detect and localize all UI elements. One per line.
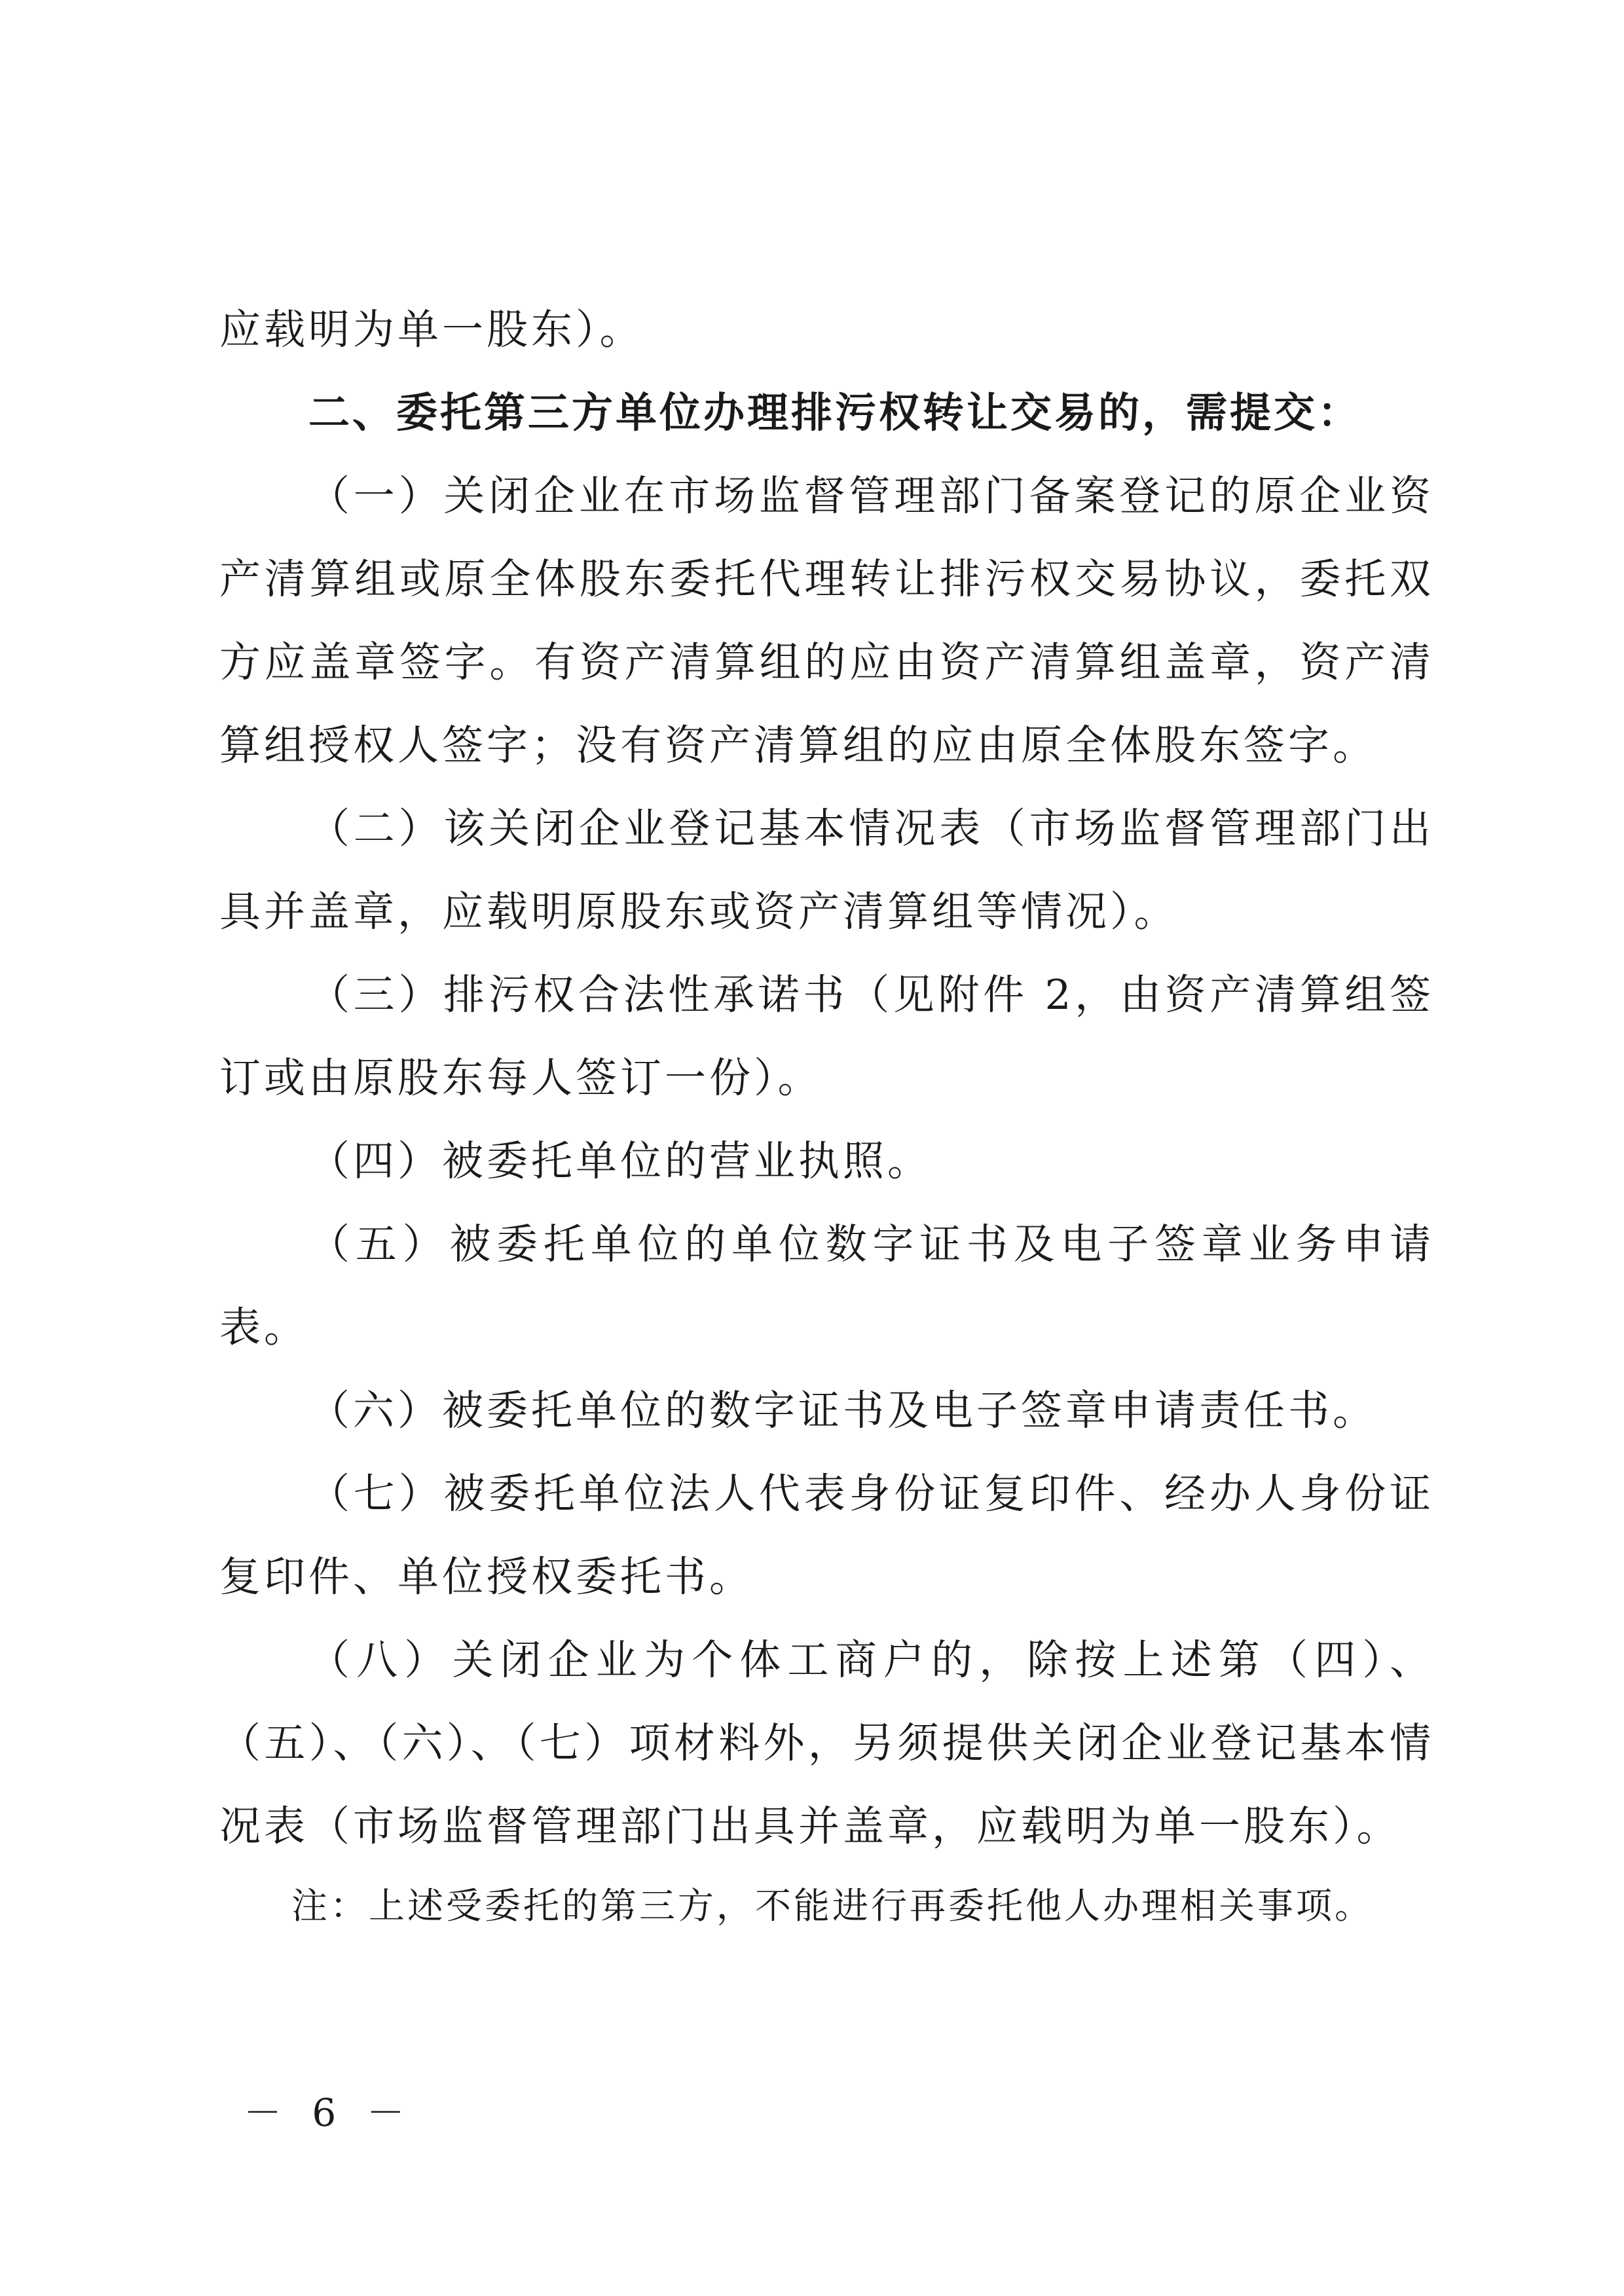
- note: 注：上述受委托的第三方，不能进行再委托他人办理相关事项。: [291, 1885, 1374, 1927]
- list-item: （六）被委托单位的数字证书及电子签章申请责任书。: [308, 1387, 1377, 1434]
- list-item: （一）关闭企业在市场监督管理部门备案登记的原企业资产清算组或原全体股东委托代理转让排污权交易协议，委托双方应盖章签字。有资产清算组的应由资产清算组盖章，资产清算组授权人签字；没有资产清算组的应由原全体股东签字。: [219, 472, 1434, 769]
- document-body: [219, 288, 1434, 1939]
- list-item: （七）被委托单位法人代表身份证复印件、经办人身份证复印件、单位授权委托书。: [219, 1470, 1434, 1601]
- section-heading: 二、委托第三方单位办理排污权转让交易的，需提交：: [308, 389, 1361, 437]
- list-item: （五）被委托单位的单位数字证书及电子签章业务申请表。: [219, 1220, 1434, 1351]
- paragraph-continuation: 应载明为单一股东）。: [219, 306, 644, 354]
- list-item: （二）该关闭企业登记基本情况表（市场监督管理部门出具并盖章，应载明原股东或资产清算组等情况）。: [219, 805, 1434, 936]
- list-item: （八）关闭企业为个体工商户的，除按上述第（四）、（五）、（六）、（七）项材料外，另须提供关闭企业登记基本情况表（市场监督管理部门出具并盖章，应载明为单一股东）。: [219, 1636, 1434, 1850]
- list-item: （三）排污权合法性承诺书（见附件 2，由资产清算组签订或由原股东每人签订一份）。: [219, 971, 1434, 1102]
- page-number: － 6 －: [244, 2090, 414, 2135]
- list-item: （四）被委托单位的营业执照。: [308, 1137, 932, 1185]
